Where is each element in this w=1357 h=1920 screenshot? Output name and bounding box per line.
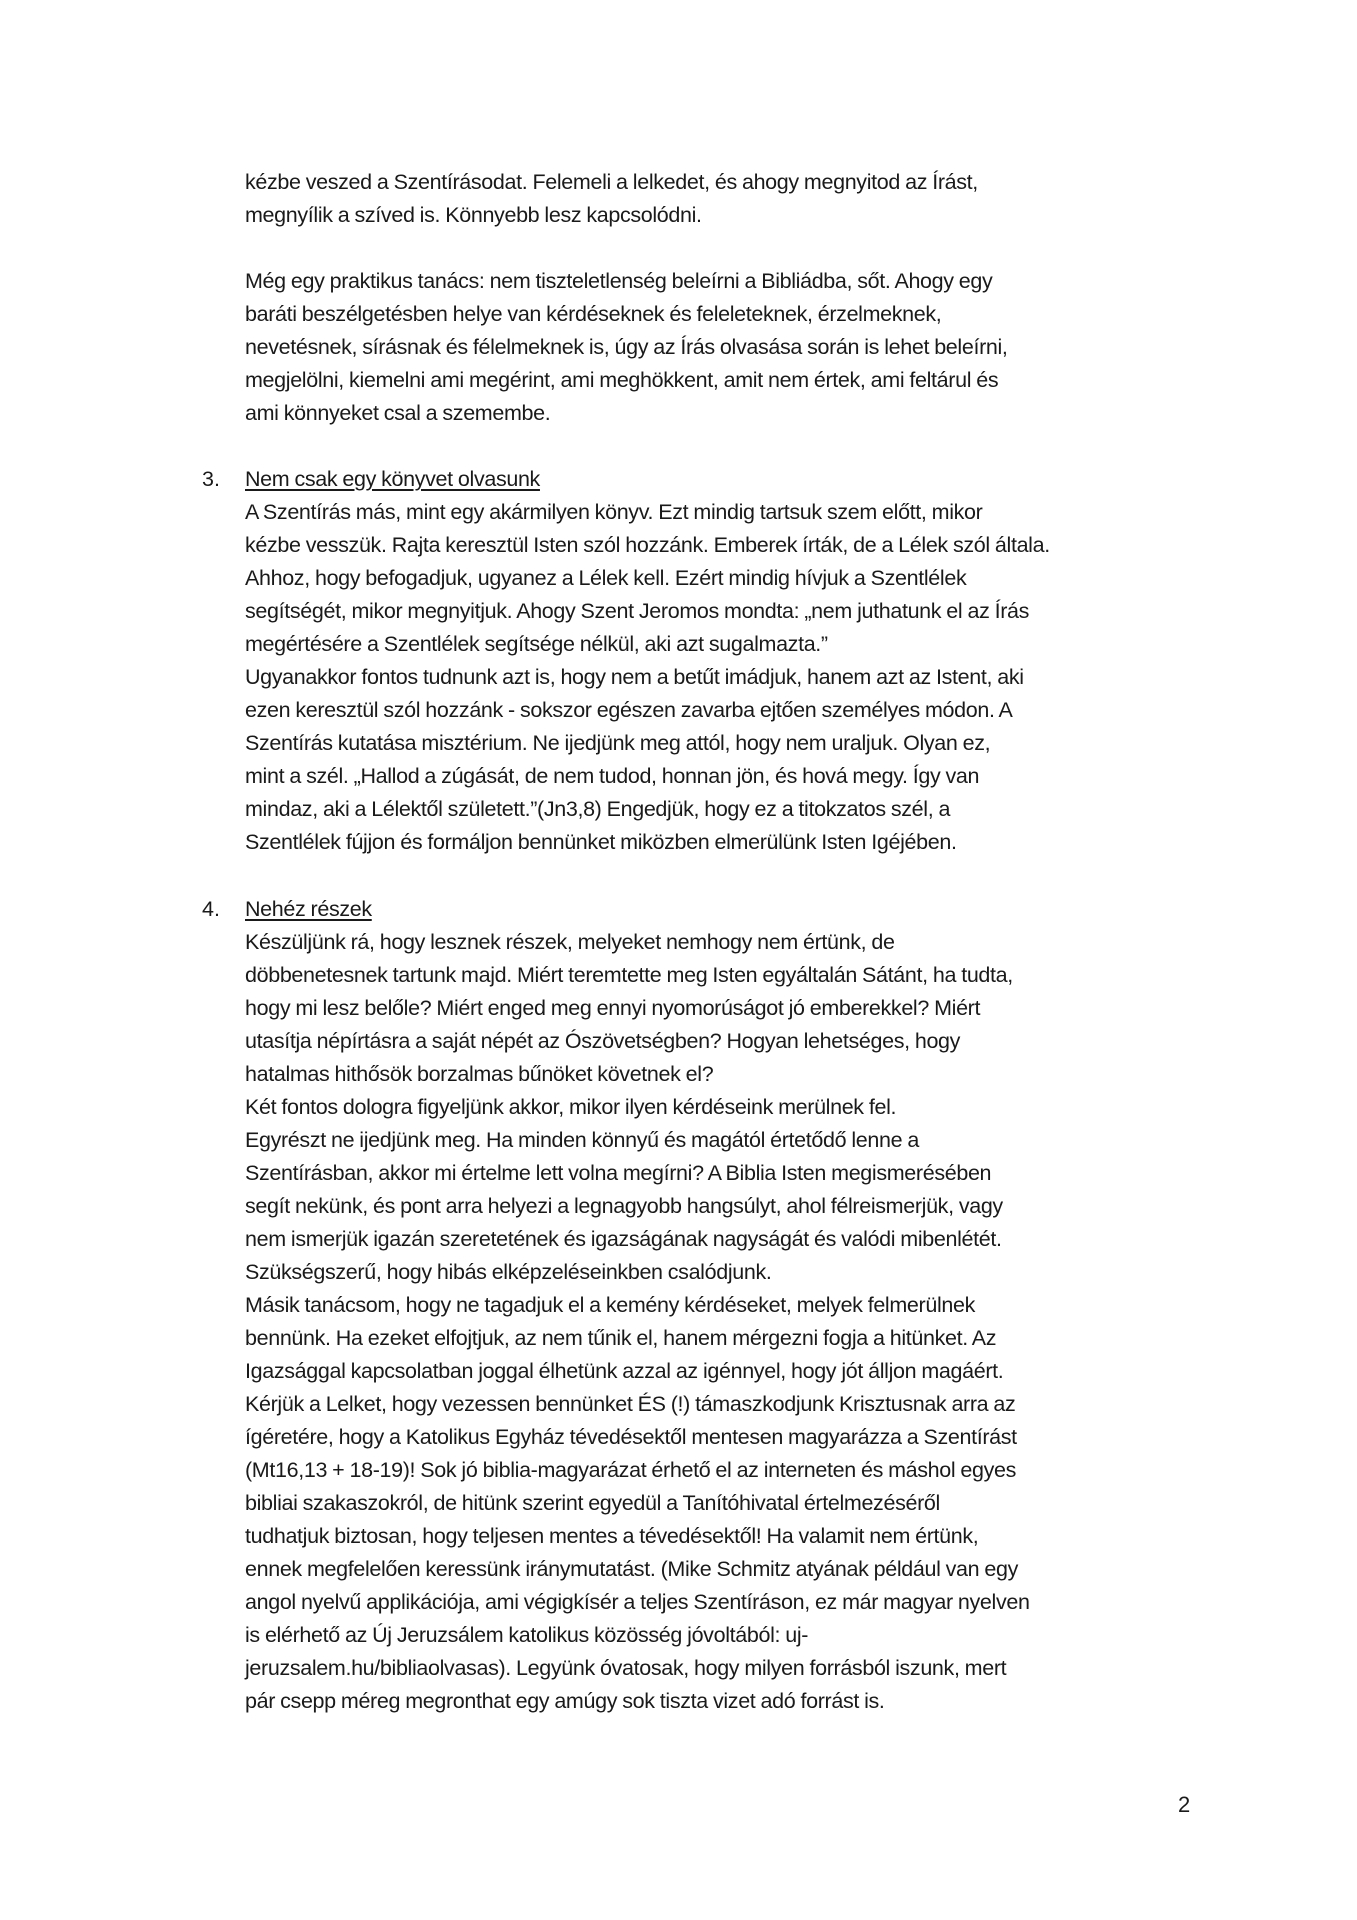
text-line: Még egy praktikus tanács: nem tiszteletlenség beleírni a Bibliádba, sőt. Ahogy egy	[245, 269, 993, 293]
text-line: bennünk. Ha ezeket elfojtjuk, az nem tűnik el, hanem mérgezni fogja a hitünket. Az	[245, 1326, 997, 1350]
text-line: ennek megfelelően keressünk iránymutatást. (Mike Schmitz atyának például van egy	[245, 1557, 1018, 1581]
section-heading: Nehéz részek	[245, 897, 372, 921]
text-line: Két fontos dologra figyeljünk akkor, mikor ilyen kérdéseink merülnek fel.	[245, 1095, 897, 1119]
text-line: bibliai szakaszokról, de hitünk szerint egyedül a Tanítóhivatal értelmezéséről	[245, 1491, 940, 1515]
text-line: (Mt16,13 + 18-19)! Sok jó biblia-magyarázat érhető el az interneten és máshol egyes	[245, 1458, 1017, 1482]
text-line: ami könnyeket csal a szemembe.	[245, 401, 551, 425]
text-line: pár csepp méreg megronthat egy amúgy sok tiszta vizet adó forrást is.	[245, 1689, 885, 1713]
text-line: megnyílik a szíved is. Könnyebb lesz kapcsolódni.	[245, 203, 702, 227]
text-line: mint a szél. „Hallod a zúgását, de nem tudod, honnan jön, és hová megy. Így van	[245, 764, 980, 788]
text-line: Szükségszerű, hogy hibás elképzeléseinkben csalódjunk.	[245, 1260, 772, 1284]
list-number: 3.	[202, 467, 220, 491]
text-line: Ugyanakkor fontos tudnunk azt is, hogy nem a betűt imádjuk, hanem azt az Istent, aki	[245, 665, 1024, 689]
text-line: segít nekünk, és pont arra helyezi a legnagyobb hangsúlyt, ahol félreismerjük, vagy	[245, 1194, 1003, 1218]
text-line: Szentírás kutatása misztérium. Ne ijedjünk meg attól, hogy nem uraljuk. Olyan ez,	[245, 731, 991, 755]
text-line: A Szentírás más, mint egy akármilyen könyv. Ezt mindig tartsuk szem előtt, mikor	[245, 500, 983, 524]
text-line: kézbe veszed a Szentírásodat. Felemeli a lelkedet, és ahogy megnyitod az Írást,	[245, 170, 978, 194]
page-number: 2	[1178, 1792, 1191, 1817]
text-line: ezen keresztül szól hozzánk - sokszor egészen zavarba ejtően személyes módon. A	[245, 698, 1013, 722]
text-line: kézbe vesszük. Rajta keresztül Isten szól hozzánk. Emberek írták, de a Lélek szól általa.	[245, 533, 1050, 557]
text-line: Igazsággal kapcsolatban joggal élhetünk azzal az igénnyel, hogy jót álljon magáért.	[245, 1359, 1004, 1383]
text-line: Szentírásban, akkor mi értelme lett volna megírni? A Biblia Isten megismerésében	[245, 1161, 992, 1185]
text-line: angol nyelvű applikációja, ami végigkísér a teljes Szentíráson, ez már magyar nyelven	[245, 1590, 1030, 1614]
text-line: Másik tanácsom, hogy ne tagadjuk el a kemény kérdéseket, melyek felmerülnek	[245, 1293, 975, 1317]
text-line: Készüljünk rá, hogy lesznek részek, melyeket nemhogy nem értünk, de	[245, 930, 895, 954]
text-line: tudhatjuk biztosan, hogy teljesen mentes a tévedésektől! Ha valamit nem értünk,	[245, 1524, 979, 1548]
text-line: hatalmas hithősök borzalmas bűnöket követnek el?	[245, 1062, 714, 1086]
text-line: jeruzsalem.hu/bibliaolvasas). Legyünk óvatosak, hogy milyen forrásból iszunk, mert	[245, 1656, 1007, 1680]
text-line: utasítja népírtásra a saját népét az Ószövetségben? Hogyan lehetséges, hogy	[245, 1029, 961, 1053]
text-line: hogy mi lesz belőle? Miért enged meg ennyi nyomorúságot jó emberekkel? Miért	[245, 996, 981, 1020]
text-line: is elérhető az Új Jeruzsálem katolikus közösség jóvoltából: uj-	[245, 1623, 809, 1647]
text-line: nem ismerjük igazán szeretetének és igazságának nagyságát és valódi mibenlétét.	[245, 1227, 1002, 1251]
text-line: Egyrészt ne ijedjünk meg. Ha minden könnyű és magától értetődő lenne a	[245, 1128, 919, 1152]
text-line: nevetésnek, sírásnak és félelmeknek is, úgy az Írás olvasása során is lehet beleírni,	[245, 335, 1008, 359]
text-line: Kérjük a Lelket, hogy vezessen bennünket ÉS (!) támaszkodjunk Krisztusnak arra az	[245, 1392, 1016, 1416]
text-line: megértésére a Szentlélek segítsége nélkül, aki azt sugalmazta.”	[245, 632, 828, 656]
section-heading: Nem csak egy könyvet olvasunk	[245, 467, 540, 491]
text-line: Szentlélek fújjon és formáljon bennünket miközben elmerülünk Isten Igéjében.	[245, 830, 957, 854]
text-line: Ahhoz, hogy befogadjuk, ugyanez a Lélek kell. Ezért mindig hívjuk a Szentlélek	[245, 566, 967, 590]
text-line: megjelölni, kiemelni ami megérint, ami meghökkent, amit nem értek, ami feltárul és	[245, 368, 999, 392]
text-line: ígéretére, hogy a Katolikus Egyház tévedésektől mentesen magyarázza a Szentírást	[245, 1425, 1017, 1449]
text-line: baráti beszélgetésben helye van kérdéseknek és feleleteknek, érzelmeknek,	[245, 302, 942, 326]
text-line: mindaz, aki a Lélektől született.”(Jn3,8) Engedjük, hogy ez a titokzatos szél, a	[245, 797, 951, 821]
list-number: 4.	[202, 897, 220, 921]
text-line: segítségét, mikor megnyitjuk. Ahogy Szent Jeromos mondta: „nem juthatunk el az Írás	[245, 599, 1030, 623]
text-line: döbbenetesnek tartunk majd. Miért teremtette meg Isten egyáltalán Sátánt, ha tudta,	[245, 963, 1013, 987]
